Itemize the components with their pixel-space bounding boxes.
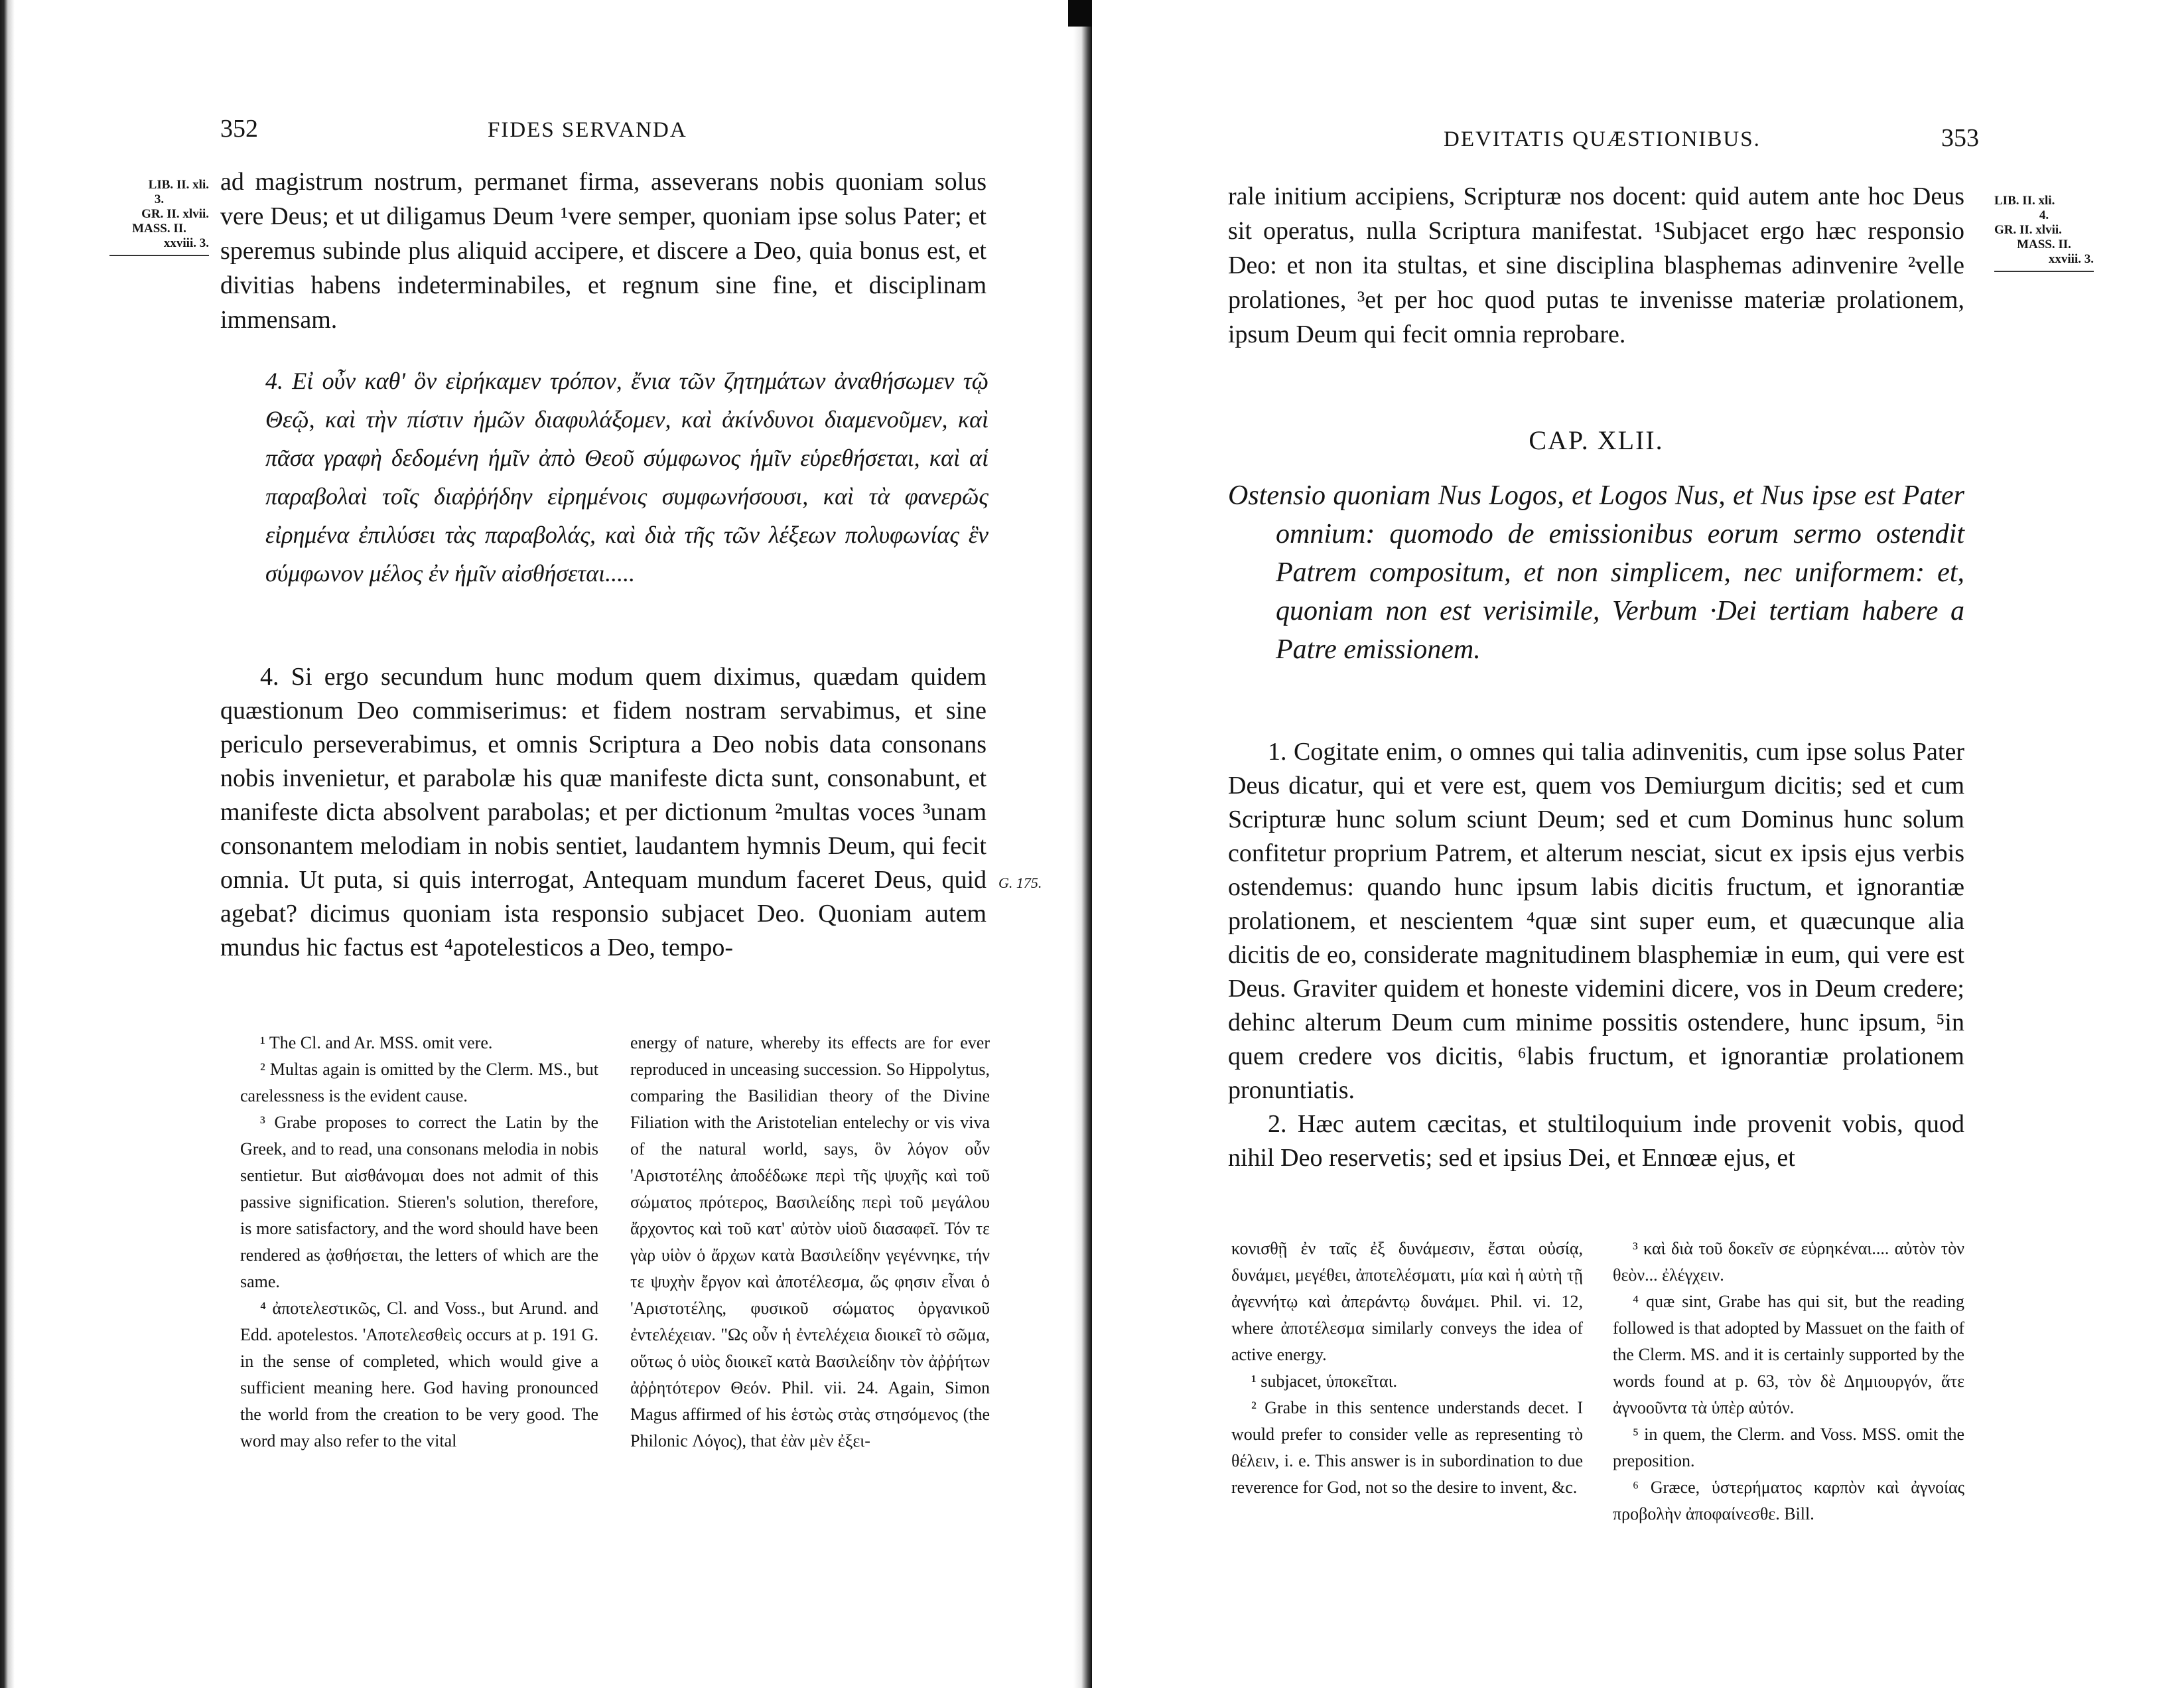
footnote-column-2 (630, 1030, 990, 1454)
intro-paragraph-left (220, 165, 987, 337)
footnote: κονισθῇ ἐν ταῖς ἐξ δυνάμεσιν, ἔσται οὐσίᾳ, δυνάμει, μεγέθει, ἀποτελέσματι, μία καὶ ἡ αὐτὴ τῇ ἀγεννήτῳ καὶ ἀπεράντῳ δυνάμει. Phil. vi. 12, where ἀποτέλεσμα similarly conveys the idea of active energy. (1231, 1239, 1583, 1364)
greek-paragraph (265, 362, 989, 593)
running-head-right: DEVITATIS QUÆSTIONIBUS. (1444, 127, 1761, 151)
margin-ref-line: xxviii. 3. (163, 236, 209, 250)
footnote: ² Multas again is omitted by the Clerm. MS., but carelessness is the evident cause. (240, 1060, 598, 1105)
right-page (1092, 0, 2184, 1688)
paragraph-text: 4. Si ergo secundum hunc modum quem diximus, quædam quidem quæstionum Deo commiserimus: et fidem nostram servabimus, et sine periculo perseverabimus, et omnis Scriptura a Deo nobis data consonans nobis invenietur, et parabolæ his quæ manifeste dicta sunt, consonabunt, et manifeste dicta absolvent parabolas; et per dictionum ²multas voces ³unam consonantem melodiam in nobis sentiet, laudantem hymnis Deum, qui fecit omnia. Ut puta, si quis interrogat, Antequam mundum faceret Deus, quid agebat? dicimus quoniam ista responsio subjacet Deo. Quoniam autem mundus hic factus est ⁴apotelesticos a Deo, tempo- (220, 663, 987, 961)
margin-ref-line: xxviii. 3. (2048, 252, 2094, 266)
chapter-title: CAP. XLII. (1529, 425, 1664, 455)
footnote: ⁴ quæ sint, Grabe has qui sit, but the reading followed is that adopted by Massuet on the faith of the Clerm. MS. and it is certainly supported by the words found at p. 63, τὸν δὲ Δημιουργόν, ἅτε ἀγνοοῦντα τὰ ὑπὲρ αὐτόν. (1613, 1292, 1964, 1417)
footnote: ² Grabe in this sentence understands decet. I would prefer to consider velle as representing τὸ θέλειν, i. e. This answer is in subordination to due reverence for God, not so the desire to invent, &c. (1231, 1398, 1583, 1497)
paragraph-text: 1. Cogitate enim, o omnes qui talia adinvenitis, cum ipse solus Pater Deus dicatur, qui et vere est, quem vos Demiurgum dicitis; sed et cum Scripturæ hunc solum sciunt Deum; sed et cum Dominus hunc solum confitetur proprium Patrem, et alterum nesciat, sicut ex ipsis ejus verbis ostendemus: quando hunc ipsum labis dicitis fructum, et ignorantiæ prolationem, et nescientem ⁴quæ sint super eum, et quæcunque alia dicitis de eo, considerate magnitudinem blasphemiæ in eum, qui vere est Deus. Graviter quidem et honeste videmini dicere, vos in Deum credere; dehinc alterum Deum cum minime possitis ostendere, hunc ipsum, ⁵in quem credere vos dicitis, ⁶labis fructum, et ignorantiæ prolationem pronuntiatis. (1228, 738, 1964, 1104)
chapter-body (1228, 735, 1964, 1175)
footnote-column-2 (1613, 1235, 1964, 1527)
footnote-column-1 (1231, 1235, 1583, 1501)
footnote: ⁴ ἀποτελεστικῶς, Cl. and Voss., but Arund. and Edd. apotelestos. 'Αποτελεσθεὶς occurs at p. 191 G. in the sense of completed, which would give a sufficient meaning here. God having pronounced the world from the creation to be very good. The word may also refer to the vital (240, 1299, 598, 1450)
margin-ref-line: 4. (2039, 208, 2049, 222)
margin-ref-rule (1994, 271, 2094, 272)
footnote: ³ καὶ διὰ τοῦ δοκεῖν σε εὑρηκέναι.... αὐτὸν τὸν θεὸν... ἐλέγχειν. (1613, 1239, 1964, 1285)
margin-ref-line: MASS. II. (132, 222, 186, 236)
page-number-left: 352 (220, 115, 258, 143)
book-edge (0, 0, 15, 1688)
footnote: ⁶ Græce, ὑστερήματος καρπὸν καὶ ἀγνοίας προβολὴν ἀποφαίνεσθε. Bill. (1613, 1478, 1964, 1523)
margin-note-g175: G. 175. (998, 875, 1042, 891)
intro-paragraph-right (1228, 179, 1964, 352)
footnote: ¹ subjacet, ὑποκεῖται. (1251, 1372, 1398, 1391)
footnotes-right (1231, 1235, 1964, 1581)
margin-ref-line: LIB. II. xli. (148, 178, 209, 192)
chapter-summary: Ostensio quoniam Nus Logos, et Logos Nus, et Nus ipse est Pater omnium: quomodo de emissionibus eorum sermo ostendit Patrem compositum, et non simplicem, nec uniformem: et, quoniam non est verisimile, Verbum ·Dei tertiam habere a Patre emissionem. (1228, 480, 1964, 665)
running-head-left: FIDES SERVANDA (488, 118, 687, 142)
greek-text: 4. Εἰ οὖν καθ' ὃν εἰρήκαμεν τρόπον, ἔνια τῶν ζητημάτων ἀναθήσωμεν τῷ Θεῷ, καὶ τὴν πίστιν ἡμῶν διαφυλάξομεν, καὶ ἀκίνδυνοι διαμενοῦμεν, καὶ πᾶσα γραφὴ δεδομένη ἡμῖν ἀπὸ Θεοῦ σύμφωνος ἡμῖν εὑρεθήσεται, καὶ αἱ παραβολαὶ τοῖς διαῤῥήδην εἰρημένοις συμφωνήσουσι, καὶ τὰ φανερῶς εἰρημένα ἐπιλύσει τὰς παραβολάς, καὶ διὰ τῆς τῶν λέξεων πολυφωνίας ἓν σύμφωνον μέλος ἐν ἡμῖν αἰσθήσεται..... (265, 368, 989, 587)
footnote-column-1 (240, 1030, 598, 1454)
margin-reference-right (1994, 194, 2094, 272)
margin-ref-rule (109, 255, 209, 256)
footnote: ¹ The Cl. and Ar. MSS. omit vere. (260, 1033, 493, 1052)
page-number-right: 353 (1941, 124, 1979, 152)
margin-ref-line: LIB. II. xli. (1994, 194, 2055, 208)
paragraph-text: ad magistrum nostrum, permanet firma, asseverans nobis quoniam solus vere Deus; et ut diligamus Deum ¹vere semper, quoniam ipse solus Pater; et speremus subinde plus aliquid accipere, et discere a Deo, quia bonus est, et divitias habens indeterminabiles, et regnum sine fine, et disciplinam immensam. (220, 168, 987, 334)
margin-ref-line: 3. (154, 192, 165, 206)
paragraph-text: rale initium accipiens, Scripturæ nos docent: quid autem ante hoc Deus sit operatus, nulla Scriptura manifestat. ¹Subjacet ergo hæc responsio Deo: et non ita stultas, et sine disciplina blasphemas adinvenire ²velle prolationes, ³et per hoc quod putas te invenisse materiæ prolationem, ipsum Deum qui fecit omnia reprobare. (1228, 182, 1964, 348)
paragraph-text: 2. Hæc autem cæcitas, et stultiloquium inde provenit vobis, quod nihil Deo reservetis; sed et ipsius Dei, et Ennœæ ejus, et (1228, 1110, 1964, 1172)
margin-reference-left (109, 178, 209, 256)
footnote: energy of nature, whereby its effects are for ever reproduced in unceasing succession. So Hippolytus, comparing the Basilidian theory of the Divine Filiation with the Aristotelian entelechy or vis viva of the natural world, says, ὃν λόγον οὖν 'Αριστοτέλης ἀποδέδωκε περὶ τῆς ψυχῆς καὶ τοῦ σώματος πρότερος, Βασιλείδης περὶ τοῦ μεγάλου ἄρχοντος καὶ τοῦ κατ' αὐτὸν υἱοῦ διασαφεῖ. Τόν τε γὰρ υἱὸν ὁ ἄρχων κατὰ Βασιλείδην γεγέννηκε, τήν τε ψυχὴν ἔργον καὶ ἀποτέλεσμα, ὥς φησιν εἶναι ὁ 'Αριστοτέλης, φυσικοῦ σώματος ὀργανικοῦ ἐντελέχειαν. "Ως οὖν ἡ ἐντελέχεια διοικεῖ τὸ σῶμα, οὕτως ὁ υἱὸς διοικεῖ κατὰ Βασιλείδην τὸν ἀῤῥήτων ἀῤῥητότερον Θεόν. Phil. vii. 24. Again, Simon Magus affirmed of his ἑστὼς στὰς στησόμενος (the Philonic Λόγος), that ἐὰν μὲν ἐξει- (630, 1033, 990, 1450)
margin-ref-line: MASS. II. (2017, 238, 2071, 251)
margin-ref-line: GR. II. xlvii. (141, 207, 209, 221)
footnote: ³ Grabe proposes to correct the Latin by the Greek, and to read, una consonans melodia in nobis sentietur. But αἰσθάνομαι does not admit of this passive signification. Stieren's solution, therefore, is more satisfactory, and the word should have been rendered as ᾀσθήσεται, the letters of which are the same. (240, 1113, 598, 1291)
latin-paragraph (220, 660, 987, 965)
footnote: ⁵ in quem, the Clerm. and Voss. MSS. omit the preposition. (1613, 1425, 1964, 1470)
footnotes-left (240, 1030, 990, 1574)
margin-ref-line: GR. II. xlvii. (1994, 223, 2062, 237)
